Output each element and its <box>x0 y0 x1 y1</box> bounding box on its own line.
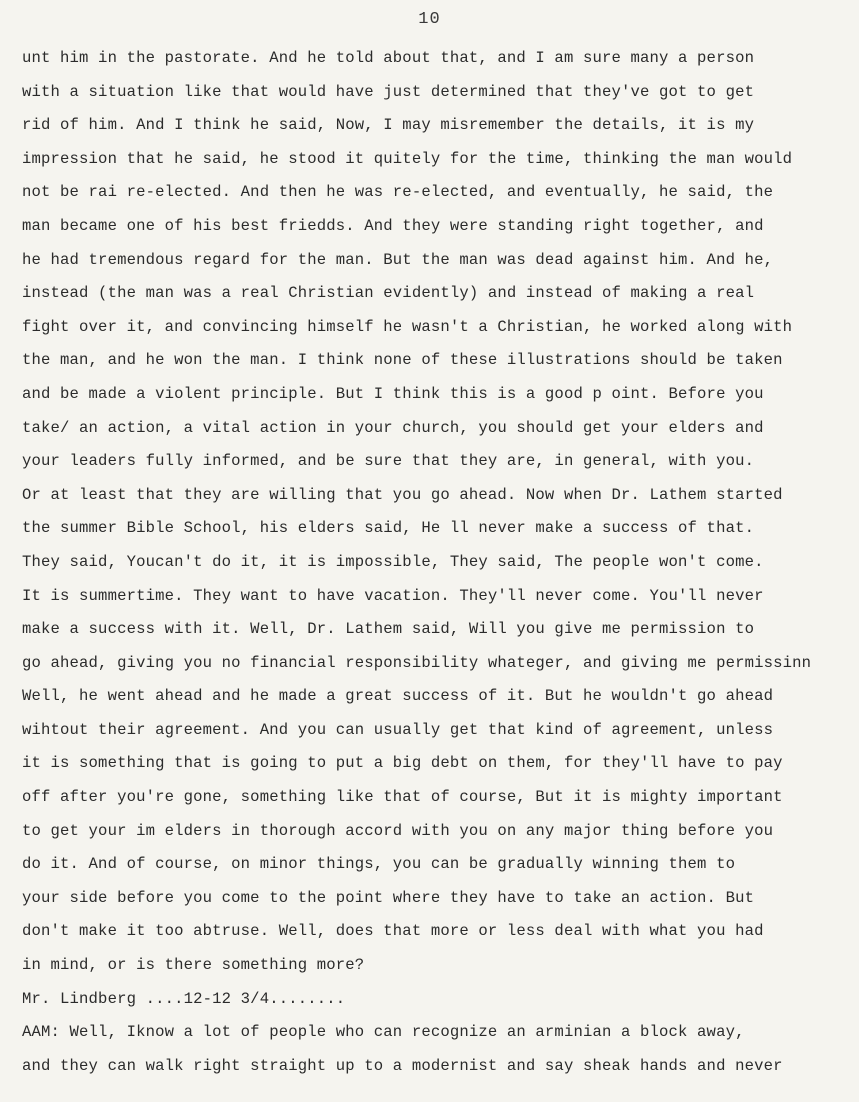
text-line: rid of him. And I think he said, Now, I may misremember the details, it is my <box>22 116 755 135</box>
text-line: Well, he went ahead and he made a great success of it. But he wouldn't go ahead <box>22 687 774 706</box>
text-line: he had tremendous regard for the man. But the man was dead against him. And he, <box>22 250 774 269</box>
text-line: man became one of his best friedds. And they were standing right together, and <box>22 216 764 235</box>
text-line: the man, and he won the man. I think none of these illustrations should be taken <box>22 351 783 370</box>
text-line: take/ an action, a vital action in your church, you should get your elders and <box>22 418 764 437</box>
body-text <box>22 42 852 1083</box>
text-line: AAM: Well, Iknow a lot of people who can recognize an arminian a block away, <box>22 1023 745 1042</box>
text-line: your side before you come to the point where they have to take an action. But <box>22 888 755 907</box>
text-line: wihtout their agreement. And you can usually get that kind of agreement, unless <box>22 720 774 739</box>
text-line: the summer Bible School, his elders said, He ll never make a success of that. <box>22 519 755 538</box>
text-line: it is something that is going to put a big debt on them, for they'll have to pay <box>22 754 783 773</box>
text-line: in mind, or is there something more? <box>22 956 365 975</box>
text-line: fight over it, and convincing himself he wasn't a Christian, he worked along with <box>22 317 793 336</box>
text-line: They said, Youcan't do it, it is impossible, They said, The people won't come. <box>22 552 764 571</box>
text-line: to get your im elders in thorough accord with you on any major thing before you <box>22 821 774 840</box>
text-line: do it. And of course, on minor things, you can be gradually winning them to <box>22 855 736 874</box>
text-line: don't make it too abtruse. Well, does that more or less deal with what you had <box>22 922 764 941</box>
text-line: It is summertime. They want to have vacation. They'll never come. You'll never <box>22 586 764 605</box>
text-line: and they can walk right straight up to a modernist and say sheak hands and never <box>22 1056 783 1075</box>
text-line: not be rai re-elected. And then he was re-elected, and eventually, he said, the <box>22 183 774 202</box>
text-line: and be made a violent principle. But I think this is a good p oint. Before you <box>22 384 764 403</box>
text-line: unt him in the pastorate. And he told about that, and I am sure many a person <box>22 49 755 67</box>
text-line: go ahead, giving you no financial responsibility whateger, and giving me permissinn <box>22 653 812 672</box>
text-line: impression that he said, he stood it quitely for the time, thinking the man would <box>22 149 793 168</box>
page-number: 10 <box>418 10 441 29</box>
text-line: off after you're gone, something like that of course, But it is mighty important <box>22 788 783 807</box>
text-line: instead (the man was a real Christian evidently) and instead of making a real <box>22 284 755 303</box>
text-line: Or at least that they are willing that you go ahead. Now when Dr. Lathem started <box>22 485 783 504</box>
text-line: with a situation like that would have just determined that they've got to get <box>22 82 755 101</box>
text-line: your leaders fully informed, and be sure that they are, in general, with you. <box>22 452 755 471</box>
text-line: make a success with it. Well, Dr. Lathem said, Will you give me permission to <box>22 620 755 639</box>
text-line: Mr. Lindberg ....12-12 3/4........ <box>22 989 346 1008</box>
